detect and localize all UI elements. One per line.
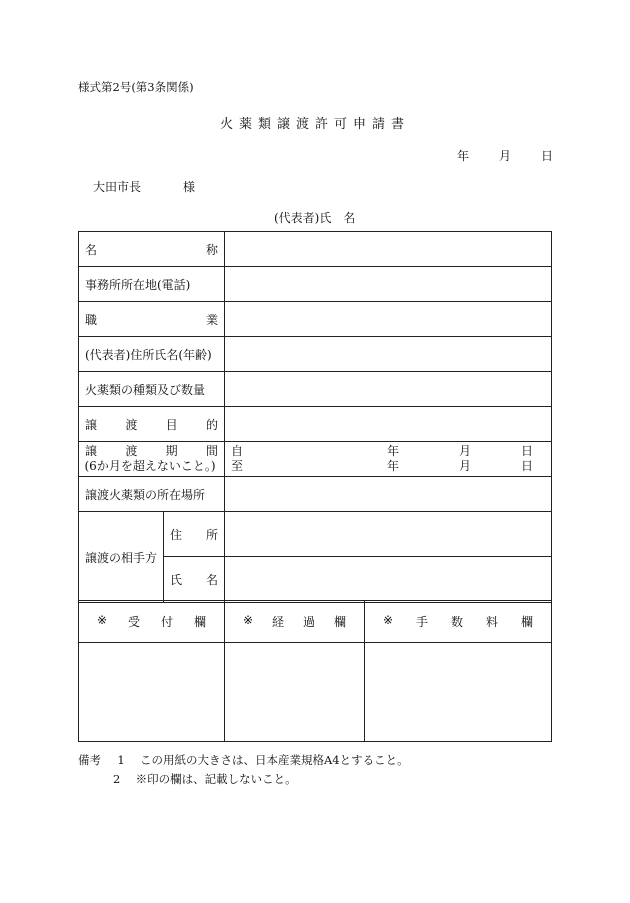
counterparty-address-label bbox=[164, 512, 225, 557]
counterparty-label: 譲渡の相手方 bbox=[79, 512, 164, 603]
reception-header bbox=[79, 601, 225, 643]
row-office-address bbox=[79, 267, 552, 302]
office-use-table bbox=[78, 600, 552, 742]
note-1-text: この用紙の大きさは、日本産業規格A4とすること。 bbox=[139, 753, 409, 767]
period-to-month: 月 bbox=[459, 459, 472, 473]
fee-field[interactable] bbox=[365, 643, 552, 742]
period-from: 自 bbox=[231, 444, 244, 458]
period-field[interactable] bbox=[225, 442, 552, 477]
document-title: 火薬類譲渡許可申請書 bbox=[219, 117, 410, 132]
period-char: 譲 bbox=[85, 444, 98, 458]
row-occupation bbox=[79, 302, 552, 337]
addressee-name: 大田市長 bbox=[93, 180, 142, 194]
row-explosives-type bbox=[79, 372, 552, 407]
row-purpose bbox=[79, 407, 552, 442]
fullname-label-b: 名 bbox=[205, 573, 218, 587]
address-label-a: 住 bbox=[170, 527, 183, 542]
fee-char: 料 bbox=[486, 615, 499, 629]
purpose-char: 目 bbox=[165, 417, 178, 432]
progress-field[interactable] bbox=[225, 643, 365, 742]
occupation-field[interactable] bbox=[225, 302, 552, 337]
reception-char: 付 bbox=[160, 615, 173, 629]
fullname-label-a: 氏 bbox=[170, 573, 183, 587]
name-label bbox=[79, 232, 225, 267]
purpose-char: 渡 bbox=[125, 417, 138, 432]
occupation-label bbox=[79, 302, 225, 337]
row-counterparty-address bbox=[79, 512, 552, 557]
date-year: 年 bbox=[457, 149, 470, 163]
counterparty-name-label bbox=[164, 557, 225, 603]
period-from-year: 年 bbox=[387, 444, 400, 458]
row-location bbox=[79, 477, 552, 512]
name-label-a: 名 bbox=[85, 242, 98, 257]
date-day: 日 bbox=[541, 149, 554, 163]
period-from-day: 日 bbox=[520, 444, 533, 458]
progress-char: 経 bbox=[272, 615, 285, 629]
purpose-char: 譲 bbox=[85, 417, 98, 432]
progress-header bbox=[225, 601, 365, 643]
representative-label: (代表者)住所氏名(年齢) bbox=[79, 337, 225, 372]
office-address-label: 事務所所在地(電話) bbox=[79, 267, 225, 302]
date-month: 月 bbox=[499, 149, 512, 163]
note-1 bbox=[78, 752, 409, 768]
applicant-name-label: (代表者)氏 名 bbox=[274, 211, 356, 225]
office-use-body bbox=[79, 643, 552, 742]
note-1-number: 1 bbox=[117, 753, 125, 767]
occupation-label-b: 業 bbox=[205, 312, 218, 327]
period-to: 至 bbox=[231, 459, 244, 473]
reception-field[interactable] bbox=[79, 643, 225, 742]
note-2-number: 2 bbox=[113, 772, 121, 786]
fee-char: 数 bbox=[451, 615, 464, 629]
date-line bbox=[457, 147, 553, 164]
purpose-label bbox=[79, 407, 225, 442]
name-label-b: 称 bbox=[205, 242, 218, 257]
fee-char: 欄 bbox=[520, 615, 533, 629]
form-number: 様式第2号(第3条関係) bbox=[78, 80, 194, 94]
location-label: 譲渡火薬類の所在場所 bbox=[79, 477, 225, 512]
office-use-header bbox=[79, 601, 552, 643]
progress-char: 欄 bbox=[333, 615, 346, 629]
explosives-type-label: 火薬類の種類及び数量 bbox=[79, 372, 225, 407]
note-2 bbox=[113, 771, 297, 787]
period-to-day: 日 bbox=[520, 459, 533, 473]
period-note: (6か月を超えないこと。) bbox=[84, 459, 216, 473]
fee-char: ※ bbox=[383, 613, 394, 627]
address-label-b: 所 bbox=[205, 527, 218, 542]
counterparty-address-field[interactable] bbox=[225, 512, 552, 557]
explosives-type-field[interactable] bbox=[225, 372, 552, 407]
notes-label: 備考 bbox=[78, 753, 101, 767]
period-label bbox=[79, 442, 225, 477]
name-field[interactable] bbox=[225, 232, 552, 267]
location-field[interactable] bbox=[225, 477, 552, 512]
honorific: 様 bbox=[183, 180, 196, 194]
purpose-field[interactable] bbox=[225, 407, 552, 442]
occupation-label-a: 職 bbox=[85, 312, 98, 327]
reception-char: ※ bbox=[97, 613, 108, 627]
reception-char: 受 bbox=[128, 615, 141, 629]
period-char: 渡 bbox=[125, 444, 138, 458]
row-representative bbox=[79, 337, 552, 372]
fee-header bbox=[365, 601, 552, 643]
addressee bbox=[93, 178, 195, 195]
period-char: 間 bbox=[205, 444, 218, 458]
reception-char: 欄 bbox=[193, 615, 206, 629]
note-2-text: ※印の欄は、記載しないこと。 bbox=[135, 772, 297, 786]
period-char: 期 bbox=[165, 444, 178, 458]
period-to-year: 年 bbox=[387, 459, 400, 473]
period-to-row bbox=[231, 459, 533, 474]
row-name bbox=[79, 232, 552, 267]
period-from-month: 月 bbox=[459, 444, 472, 458]
application-table bbox=[78, 231, 552, 603]
period-from-row bbox=[231, 444, 533, 459]
progress-char: ※ bbox=[243, 613, 254, 627]
purpose-char: 的 bbox=[205, 417, 218, 432]
representative-field[interactable] bbox=[225, 337, 552, 372]
progress-char: 過 bbox=[302, 615, 315, 629]
counterparty-name-field[interactable] bbox=[225, 557, 552, 603]
fee-char: 手 bbox=[416, 615, 429, 629]
office-address-field[interactable] bbox=[225, 267, 552, 302]
row-period bbox=[79, 442, 552, 477]
